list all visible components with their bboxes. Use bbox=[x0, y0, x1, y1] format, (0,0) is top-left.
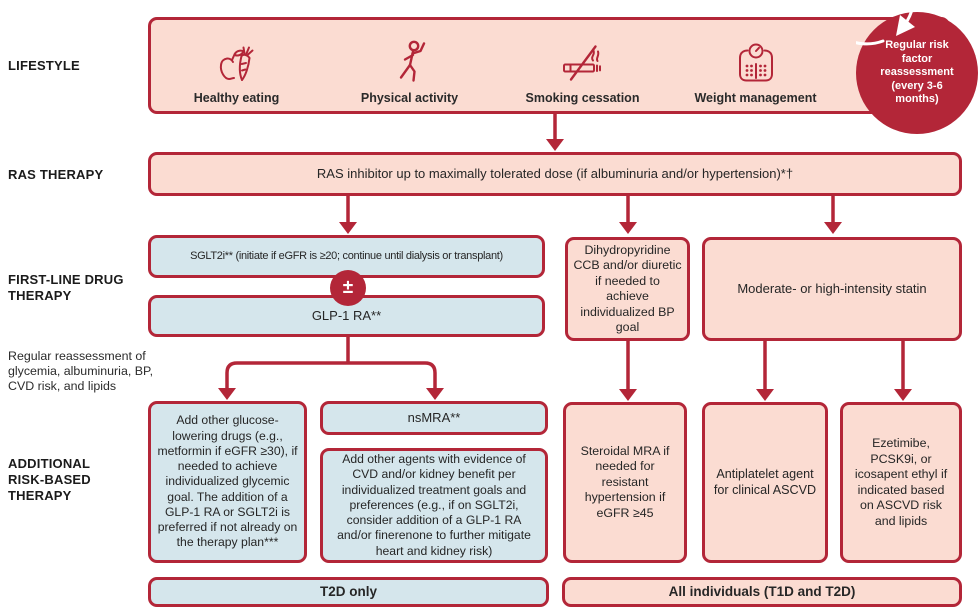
t2d-only-label: T2D only bbox=[319, 583, 377, 599]
row-label-additional-risk-based-therapy: ADDITIONAL RISK-BASED THERAPY bbox=[8, 456, 91, 503]
steroidal-mra-text: Steroidal MRA if needed for resistant hypertension if eGFR ≥45 bbox=[580, 443, 670, 520]
healthy-eating-icon bbox=[213, 36, 261, 88]
weight-management-icon bbox=[732, 36, 780, 88]
t2d-only-bar bbox=[148, 577, 549, 607]
lifestyle-item-healthy-eating bbox=[150, 17, 323, 114]
lifestyle-item-label: Physical activity bbox=[360, 91, 459, 105]
arrowhead bbox=[894, 389, 912, 401]
lifestyle-item-smoking-cessation bbox=[496, 17, 669, 114]
row-label-first-line-drug-therapy: FIRST-LINE DRUG THERAPY bbox=[8, 272, 124, 303]
arrowhead bbox=[824, 222, 842, 234]
arrowhead bbox=[339, 222, 357, 234]
lifestyle-item-weight-management bbox=[669, 17, 842, 114]
lifestyle-item-label: Healthy eating bbox=[193, 91, 280, 105]
arrowhead bbox=[218, 388, 236, 400]
all-individuals-bar bbox=[562, 577, 962, 607]
arrowhead bbox=[756, 389, 774, 401]
nsmra-box bbox=[320, 401, 548, 435]
arrowhead bbox=[546, 139, 564, 151]
lifestyle-item-label: Smoking cessation bbox=[525, 91, 640, 105]
row-label-lifestyle: LIFESTYLE bbox=[8, 58, 80, 73]
badge-label: Regular risk factor reassessment (every 3-6 months) bbox=[880, 39, 954, 106]
ezetimibe-text: Ezetimibe, PCSK9i, or icosapent ethyl if indicated based on ASCVD risk and lipids bbox=[854, 436, 948, 528]
arrowhead bbox=[426, 388, 444, 400]
antiplatelet-box bbox=[702, 402, 828, 563]
statin-box bbox=[702, 237, 962, 341]
antiplatelet-text: Antiplatelet agent for clinical ASCVD bbox=[713, 466, 817, 497]
ras-inhibitor-box bbox=[148, 152, 962, 196]
row-label-ras-therapy: RAS THERAPY bbox=[8, 167, 104, 182]
physical-activity-icon bbox=[386, 36, 434, 88]
arrowhead bbox=[619, 222, 637, 234]
arrowhead bbox=[619, 389, 637, 401]
lifestyle-items bbox=[150, 17, 842, 114]
smoking-cessation-icon bbox=[559, 36, 607, 88]
row-label-reassessment-note: Regular reassessment of glycemia, albuminuria, BP, CVD risk, and lipids bbox=[8, 349, 154, 394]
lifestyle-item-label: Weight management bbox=[694, 91, 817, 105]
risk-reassessment-badge bbox=[856, 12, 978, 134]
other-agents-text: Add other agents with evidence of CVD and/or kidney benefit per individualized treatment goals and preferences (e.g., if on SGLT2i, consider addition of a GLP-1 RA and/or finerenone to further mitigate heart and kidney risk) bbox=[337, 452, 531, 558]
other-agents-box bbox=[320, 448, 548, 563]
ezetimibe-box bbox=[840, 402, 962, 563]
all-individuals-label: All individuals (T1D and T2D) bbox=[668, 583, 856, 599]
steroidal-mra-box bbox=[563, 402, 687, 563]
bp-ccb-diuretic-box bbox=[565, 237, 690, 341]
ras-inhibitor-text: RAS inhibitor up to maximally tolerated dose (if albuminuria and/or hypertension)*† bbox=[316, 165, 794, 181]
lifestyle-item-physical-activity bbox=[323, 17, 496, 114]
glp1-ra-text: GLP-1 RA** bbox=[311, 307, 382, 323]
statin-text: Moderate- or high-intensity statin bbox=[737, 280, 927, 296]
sglt2i-text: SGLT2i** (initiate if eGFR is ≥20; continue until dialysis or transplant) bbox=[190, 249, 503, 262]
branch-glp1-to-additional bbox=[227, 337, 435, 389]
bp-ccb-diuretic-text: Dihydropyridine CCB and/or diuretic if needed to achieve individualized BP goal bbox=[573, 242, 682, 334]
nsmra-text: nsMRA** bbox=[407, 409, 461, 425]
glucose-lowering-text: Add other glucose-lowering drugs (e.g., metformin if eGFR ≥30), if needed to achieve individualized glycemic goal. The addition of a GLP-1 RA or SGLT2i is preferred if not already on the therapy plan*** bbox=[157, 413, 298, 550]
plus-minus-badge: ± bbox=[330, 270, 366, 306]
glucose-lowering-box bbox=[148, 401, 307, 563]
